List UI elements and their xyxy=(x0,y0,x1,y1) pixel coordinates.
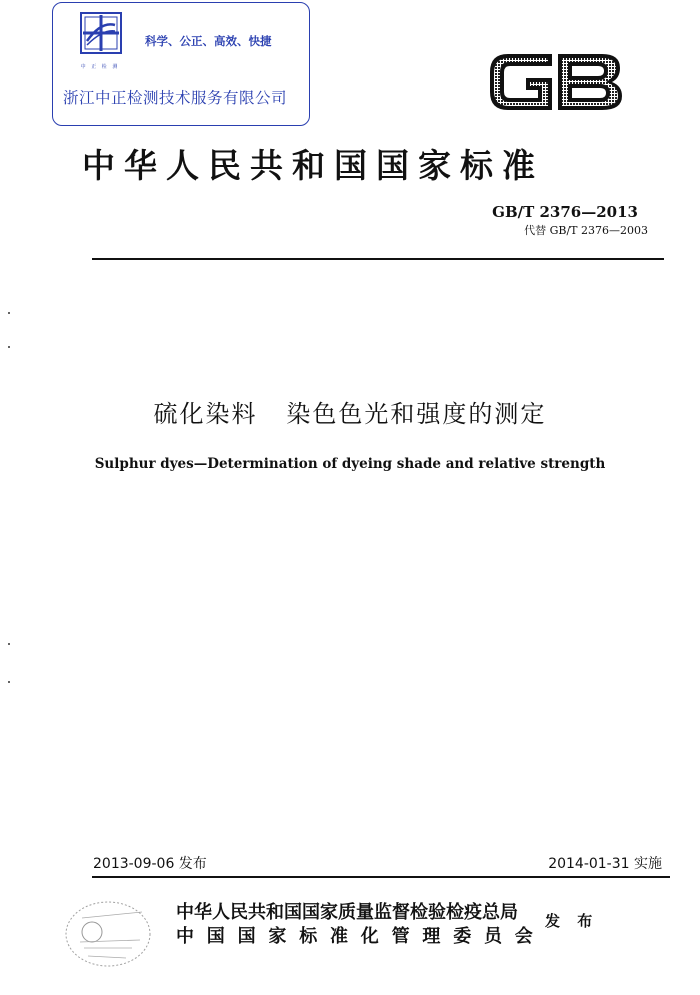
company-name: 浙江中正检测技术服务有限公司 xyxy=(63,89,288,107)
company-stamp xyxy=(52,2,310,126)
implementation-date: 2014-01-31 实施 xyxy=(548,856,662,872)
issuer-sac: 中国国家标准化管理委员会 xyxy=(176,926,546,947)
header-divider xyxy=(92,258,664,260)
scan-dot xyxy=(8,643,10,645)
standard-number: GB/T 2376—2013 xyxy=(492,203,638,221)
issue-label: 发 布 xyxy=(545,912,599,930)
logo-caption: 中 正 检 测 xyxy=(80,64,120,70)
scan-dot xyxy=(8,346,10,348)
issuer-aqsiq: 中华人民共和国国家质量监督检验检疫总局 xyxy=(176,902,518,923)
footer-divider xyxy=(92,876,670,878)
gb-logo-icon xyxy=(486,46,624,118)
replaced-standard: 代替 GB/T 2376—2003 xyxy=(524,224,648,237)
document-title-english: Sulphur dyes—Determination of dyeing shade and relative strength xyxy=(94,456,606,472)
national-standard-title: 中华人民共和国国家标准 xyxy=(82,146,544,185)
company-motto: 科学、公正、高效、快捷 xyxy=(145,34,272,48)
document-title-chinese: 硫化染料 染色色光和强度的测定 xyxy=(153,400,547,428)
scan-dot xyxy=(8,681,10,683)
official-seal-icon xyxy=(62,898,154,970)
issue-date: 2013-09-06 发布 xyxy=(93,856,207,872)
company-logo-icon xyxy=(79,11,123,55)
scan-dot xyxy=(8,312,10,314)
